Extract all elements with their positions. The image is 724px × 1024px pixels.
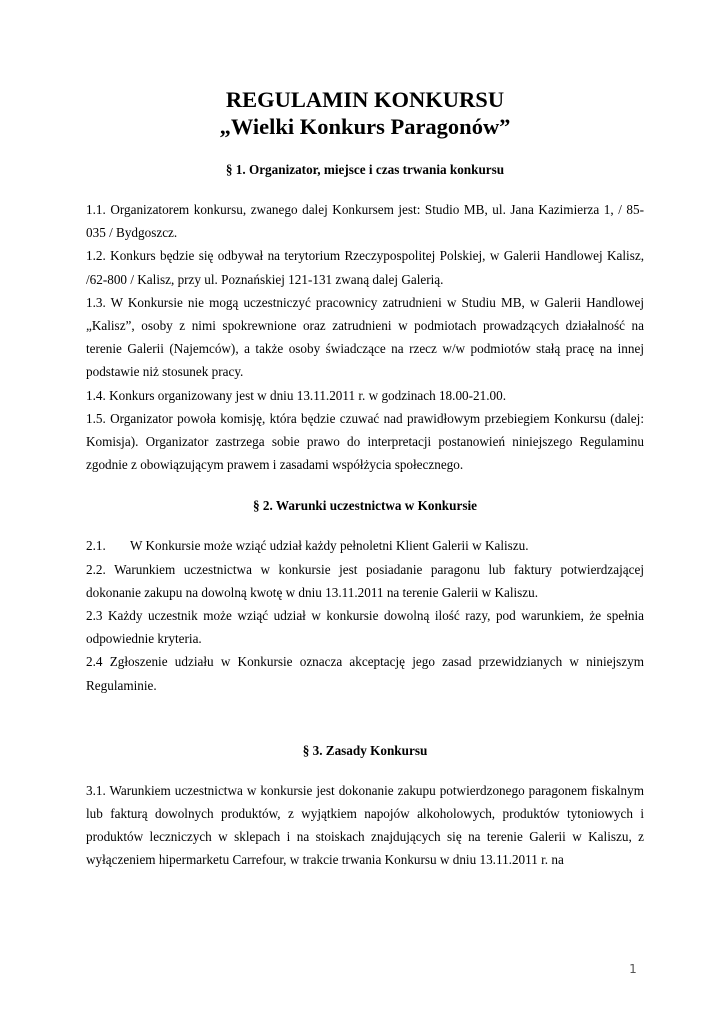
paragraph: 1.3. W Konkursie nie mogą uczestniczyć pracownicy zatrudnieni w Studiu MB, w Galerii Handlowej „Kalisz”, osoby z nimi spokrewnione oraz zatrudnieni w podmiotach prowadzących działalność na terenie Galerii (Najemców), a także osoby świadczące na rzecz w/w podmiotów stałą pracę na innej podstawie niż stosunek pracy. (86, 294, 644, 380)
item-text: W Konkursie może wziąć udział każdy pełnoletni Klient Galerii w Kaliszu. (130, 538, 529, 554)
paragraph: 3.1. Warunkiem uczestnictwa w konkursie jest dokonanie zakupu potwierdzonego paragonem fiskalnym lub fakturą dowolnych produktów, z wyjątkiem napojów alkoholowych, produktów tytoniowych i produktów leczniczych w sklepach i na stoiskach znajdujących się na terenie Galerii w Kaliszu, z wyłączeniem hipermarketu Carrefour, w trakcie trwania Konkursu w dniu 13.11.2011 r. na (86, 782, 644, 868)
paragraph: 1.1. Organizatorem konkursu, zwanego dalej Konkursem jest: Studio MB, ul. Jana Kazimierza 1, / 85-035 / Bydgoszcz. (86, 202, 644, 241)
paragraph: 1.5. Organizator powoła komisję, która będzie czuwać nad prawidłowym przebiegiem Konkursu (dalej: Komisja). Organizator zastrzega sobie prawo do interpretacji postanowień niniejszego Regulaminu zgodnie z obowiązującym prawem i zasadami współżycia społecznego. (86, 410, 644, 473)
paragraph: 1.2. Konkurs będzie się odbywał na terytorium Rzeczypospolitej Polskiej, w Galerii Handlowej Kalisz, /62-800 / Kalisz, przy ul. Poznańskiej 121-131 zwaną dalej Galerią. (86, 248, 644, 287)
page-number: 1 (629, 962, 637, 976)
paragraph: 2.2. Warunkiem uczestnictwa w konkursie jest posiadanie paragonu lub faktury potwierdzającej dokonanie zakupu na dowolną kwotę w dniu 13.11.2011 na terenie Galerii w Kaliszu. (86, 561, 644, 600)
section-2 (86, 498, 644, 696)
section-heading: § 1. Organizator, miejsce i czas trwania konkursu (225, 162, 505, 177)
section-3 (86, 743, 644, 872)
paragraph: 2.3 Każdy uczestnik może wziąć udział w konkursie dowolną ilość razy, pod warunkiem, że spełnia odpowiednie kryteria. (86, 608, 644, 647)
paragraph: 1.4. Konkurs organizowany jest w dniu 13.11.2011 r. w godzinach 18.00-21.00. (86, 387, 506, 403)
document-title: REGULAMIN KONKURSU (225, 87, 505, 112)
section-1 (86, 162, 644, 476)
paragraph (86, 534, 644, 557)
section-heading: § 3. Zasady Konkursu (302, 742, 428, 758)
paragraph: 2.4 Zgłoszenie udziału w Konkursie oznacza akceptację jego zasad przewidzianych w niniejszym Regulaminie. (86, 654, 644, 693)
document-page (86, 84, 644, 872)
item-number: 2.1. (86, 538, 106, 554)
section-heading: § 2. Warunki uczestnictwa w Konkursie (253, 498, 477, 514)
document-subtitle: „Wielki Konkurs Paragonów” (219, 114, 511, 139)
